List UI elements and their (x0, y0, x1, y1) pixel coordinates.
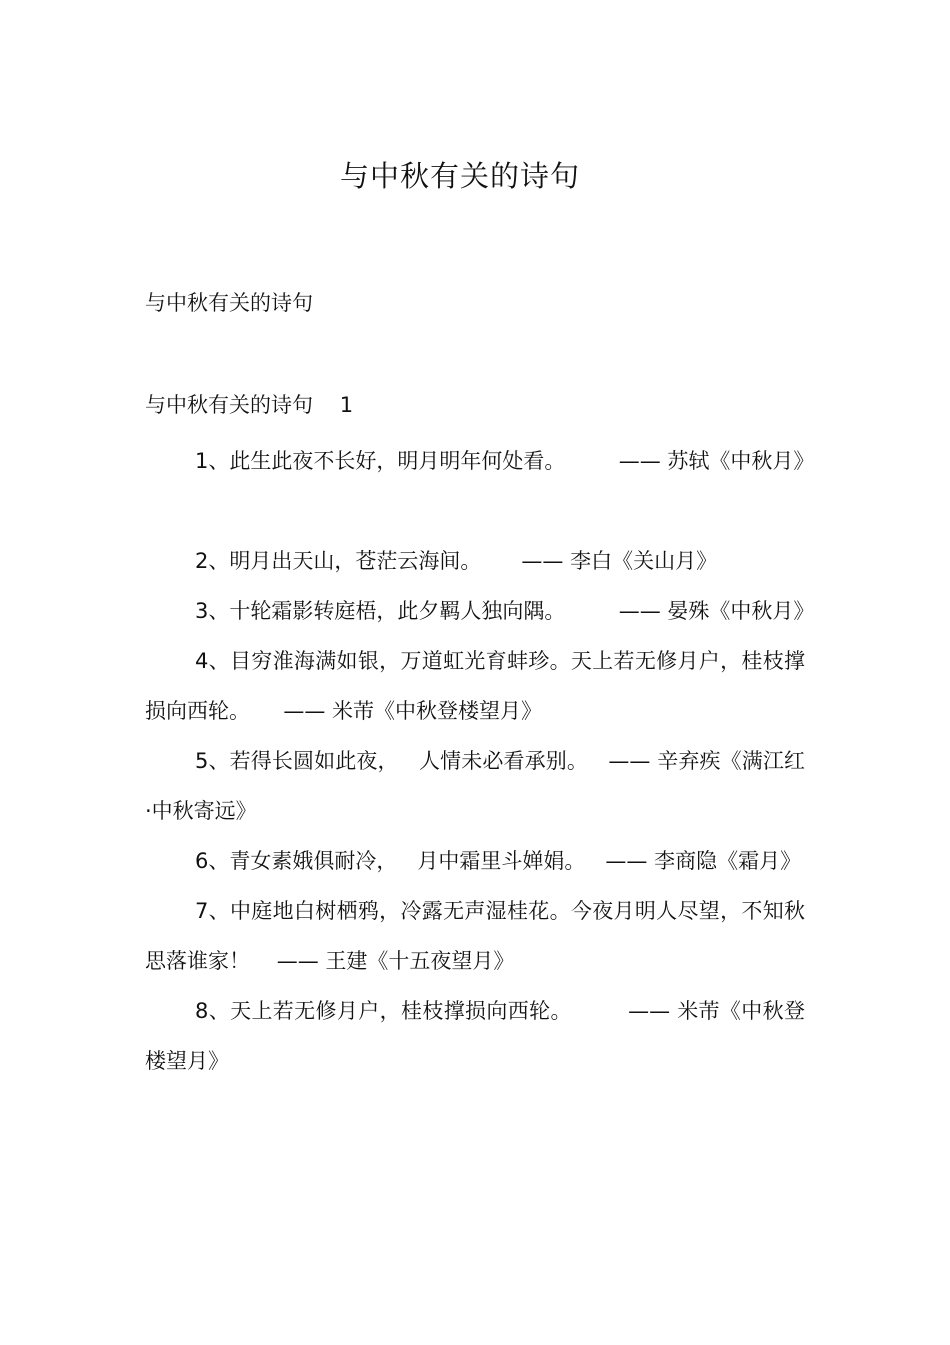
poem-item-2: 2、明月出天山，苍茫云海间。 —— 李白《关山月》 (195, 549, 718, 573)
document-title: 与中秋有关的诗句 (339, 159, 580, 193)
poem-item-4: 4、目穷淮海满如银，万道虹光育蚌珍。天上若无修月户，桂枝撑损向西轮。 —— 米芾《中秋登楼望月》 (145, 649, 805, 723)
poem-item-3: 3、十轮霜影转庭梧，此夕羁人独向隅。 —— 晏殊《中秋月》 (195, 599, 815, 623)
poem-item-7: 7、中庭地白树栖鸦，冷露无声湿桂花。今夜月明人尽望，不知秋思落谁家！ —— 王建《十五夜望月》 (145, 899, 805, 973)
document-subtitle: 与中秋有关的诗句 (145, 291, 313, 315)
poem-item-1: 1、此生此夜不长好，明月明年何处看。 —— 苏轼《中秋月》 (195, 449, 815, 473)
poem-item-6: 6、青女素娥俱耐冷， 月中霜里斗婵娟。 —— 李商隐《霜月》 (195, 849, 802, 873)
section-heading: 与中秋有关的诗句 1 (145, 393, 354, 417)
poem-item-5: 5、若得长圆如此夜， 人情未必看承别。 —— 辛弃疾《满江红·中秋寄远》 (145, 749, 805, 823)
poem-list (145, 436, 815, 1086)
poem-item-8: 8、天上若无修月户，桂枝撑损向西轮。 —— 米芾《中秋登楼望月》 (145, 999, 805, 1073)
